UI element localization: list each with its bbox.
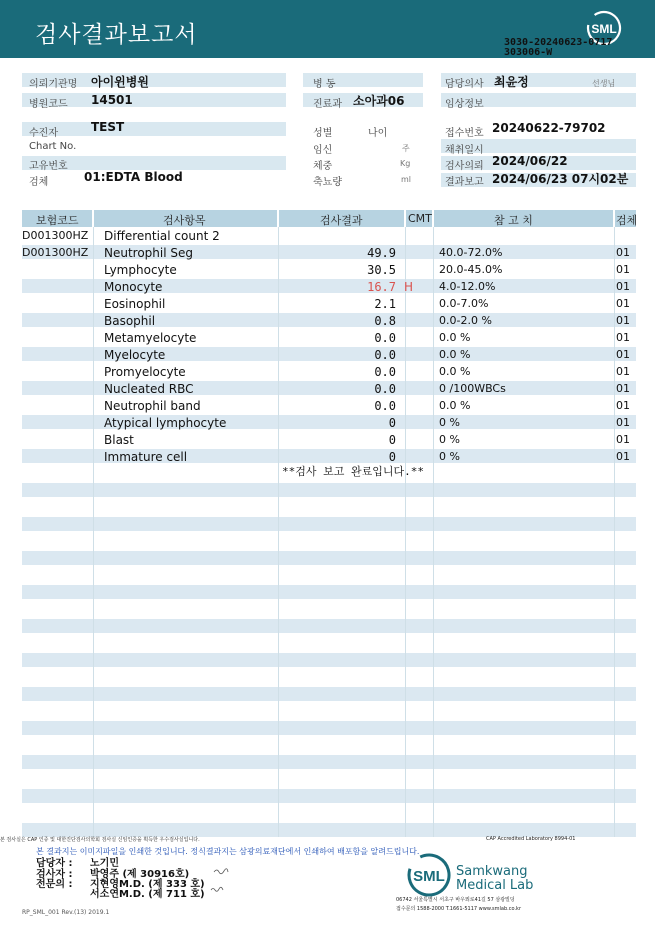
row-reference: 0.0 %: [439, 331, 471, 344]
clinical-label: 임상정보: [445, 99, 484, 110]
signature-icon: [210, 886, 224, 892]
collection-label: 채취일시: [445, 145, 484, 156]
unique-no-label: 고유번호: [29, 161, 68, 172]
col-header-code: 보험코드: [36, 214, 79, 227]
table-stripe: [22, 619, 636, 633]
row-result: 16.7: [367, 280, 396, 294]
row-test-item: Myelocyte: [104, 348, 166, 362]
weight-unit: Kg: [400, 159, 411, 168]
row-reference: 20.0-45.0%: [439, 263, 503, 276]
table-stripe: [22, 483, 636, 497]
row-test-item: Differential count 2: [104, 229, 220, 243]
row-specimen: 01: [616, 348, 630, 361]
header-logo-text: SML: [591, 22, 617, 36]
report-datetime: 2024/06/23 07시02분: [492, 172, 629, 186]
row-specimen: 01: [616, 297, 630, 310]
row-flag: H: [404, 280, 414, 294]
table-stripe: [22, 585, 636, 599]
hospital-code-label: 병원코드: [29, 99, 68, 110]
weight-label: 체중: [313, 161, 333, 172]
hospital-name: 아이윈병원: [91, 75, 149, 89]
request-date: 2024/06/22: [492, 154, 568, 168]
row-test-item: Neutrophil band: [104, 399, 201, 413]
row-reference: 40.0-72.0%: [439, 246, 503, 259]
row-reference: 0 %: [439, 450, 460, 463]
report-title: 검사결과보고서: [35, 22, 198, 48]
col-header-specimen: 검체: [616, 214, 638, 227]
lab-address: 06742 서울특별시 서초구 바우뫼로41길 57 삼광빌딩: [396, 897, 515, 903]
request-label: 검사의뢰: [445, 161, 484, 172]
row-test-item: Eosinophil: [104, 297, 166, 311]
row-test-item: Blast: [104, 433, 134, 447]
row-specimen: 01: [616, 263, 630, 276]
row-result: 0: [388, 433, 396, 447]
col-header-cmt: CMT: [408, 212, 432, 225]
row-test-item: Neutrophil Seg: [104, 246, 194, 260]
row-specimen: 01: [616, 331, 630, 344]
column-divider: [433, 227, 434, 837]
dept-value: 소아과06: [353, 94, 405, 108]
age-label: 나이: [368, 128, 388, 139]
row-reference: 0.0-7.0%: [439, 297, 489, 310]
row-specimen: 01: [616, 246, 630, 259]
doctor-label: 담당의사: [445, 79, 484, 90]
ward-label: 병 동: [313, 79, 336, 90]
column-divider: [93, 227, 94, 837]
row-test-item: Atypical lymphocyte: [104, 416, 227, 430]
specimen-value: 01:EDTA Blood: [84, 170, 183, 184]
receipt-label: 접수번호: [445, 128, 484, 139]
row-test-item: Lymphocyte: [104, 263, 177, 277]
staff-tester: 박영주 (제 30916호): [90, 869, 190, 880]
row-specimen: 01: [616, 280, 630, 293]
table-stripe: [22, 721, 636, 735]
cap-note: CAP Accredited Laboratory 8994-01: [486, 836, 576, 842]
row-test-item: Immature cell: [104, 450, 188, 464]
row-test-item: Basophil: [104, 314, 156, 328]
doctor-name: 최윤정: [494, 75, 529, 89]
table-stripe: [22, 517, 636, 531]
column-divider: [614, 227, 615, 837]
report-label: 결과보고: [445, 177, 484, 188]
footer-logo-text: SML: [413, 868, 445, 885]
staff-specialist-1: 지현영M.D. (제 333 호): [90, 879, 205, 890]
chart-no-label: Chart No.: [29, 141, 77, 152]
hospital-code: 14501: [91, 93, 133, 107]
row-reference: 0 /100WBCs: [439, 382, 506, 395]
info-band: [22, 122, 286, 136]
staff-label-specialist: 전문의 :: [36, 879, 73, 890]
row-specimen: 01: [616, 399, 630, 412]
table-stripe: [22, 823, 636, 837]
col-header-result: 검사결과: [320, 214, 363, 227]
row-reference: 0 %: [439, 433, 460, 446]
brand-name-line2: Medical Lab: [456, 878, 534, 893]
patient-name: TEST: [91, 120, 125, 134]
row-specimen: 01: [616, 314, 630, 327]
row-specimen: 01: [616, 450, 630, 463]
print-notice: 본 결과지는 이미지파일을 인쇄한 것입니다. 정식결과지는 삼광의료재단에서 인쇄하여 배포함을 알려드립니다.: [36, 847, 420, 856]
row-result: 0.0: [374, 331, 396, 345]
report-complete-note: **검사 보고 완료입니다.**: [282, 465, 424, 478]
row-specimen: 01: [616, 382, 630, 395]
cert-note: 본 검사실은 CAP 인증 및 대한진단검사의학회 검사실 신임인증을 획득한 우수검사실입니다.: [0, 837, 200, 843]
row-specimen: 01: [616, 416, 630, 429]
row-reference: 0.0 %: [439, 399, 471, 412]
form-code: RP_SML_001 Rev.(13) 2019.1: [22, 909, 110, 916]
staff-manager: 노기민: [90, 858, 119, 869]
row-test-item: Nucleated RBC: [104, 382, 194, 396]
staff-label-manager: 담당자 :: [36, 858, 73, 869]
row-result: 0.0: [374, 382, 396, 396]
row-reference: 0.0 %: [439, 348, 471, 361]
row-reference: 0 %: [439, 416, 460, 429]
row-test-item: Monocyte: [104, 280, 163, 294]
staff-specialist-2: 서소연M.D. (제 711 호): [90, 889, 205, 900]
lab-contact: 접수문의 1588-2000 T.1661-5117 www.smlab.co.kr: [396, 906, 521, 912]
col-header-item: 검사항목: [163, 214, 206, 227]
row-test-item: Metamyelocyte: [104, 331, 197, 345]
row-result: 49.9: [367, 246, 396, 260]
sml-logo-icon: [406, 852, 452, 898]
patient-label: 수진자: [29, 128, 58, 139]
row-result: 0.0: [374, 348, 396, 362]
signature-icon: [213, 867, 229, 875]
row-reference: 4.0-12.0%: [439, 280, 496, 293]
table-stripe: [22, 653, 636, 667]
row-specimen: 01: [616, 365, 630, 378]
row-result: 30.5: [367, 263, 396, 277]
row-result: 0: [388, 450, 396, 464]
table-stripe: [22, 687, 636, 701]
table-stripe: [22, 755, 636, 769]
brand-name-line1: Samkwang: [456, 864, 528, 879]
col-header-reference: 참 고 치: [494, 214, 533, 227]
row-reference: 0.0-2.0 %: [439, 314, 492, 327]
row-insurance-code: D001300HZ: [22, 229, 89, 242]
urine-label: 축뇨량: [313, 177, 342, 188]
doctor-suffix: 선생님: [592, 79, 616, 88]
column-divider: [405, 227, 406, 837]
row-result: 2.1: [374, 297, 396, 311]
report-id: 3030-20240623-0717: [504, 37, 613, 48]
dept-label: 진료과: [313, 99, 342, 110]
row-reference: 0.0 %: [439, 365, 471, 378]
row-insurance-code: D001300HZ: [22, 246, 89, 259]
row-result: 0.0: [374, 399, 396, 413]
row-result: 0.8: [374, 314, 396, 328]
hospital-label: 의뢰기관명: [29, 79, 78, 90]
row-specimen: 01: [616, 433, 630, 446]
table-stripe: [22, 789, 636, 803]
specimen-label: 검체: [29, 177, 49, 188]
row-test-item: Promyelocyte: [104, 365, 186, 379]
row-result: 0: [388, 416, 396, 430]
staff-label-tester: 검사자 :: [36, 869, 73, 880]
report-subid: 303006-W: [504, 47, 553, 58]
pregnancy-label: 임신: [313, 145, 333, 156]
pregnancy-unit: 주: [402, 144, 410, 153]
column-divider: [278, 227, 279, 837]
sex-label: 성별: [313, 128, 333, 139]
table-stripe: [22, 551, 636, 565]
row-result: 0.0: [374, 365, 396, 379]
urine-unit: ml: [401, 175, 412, 184]
receipt-number: 20240622-79702: [492, 121, 606, 135]
